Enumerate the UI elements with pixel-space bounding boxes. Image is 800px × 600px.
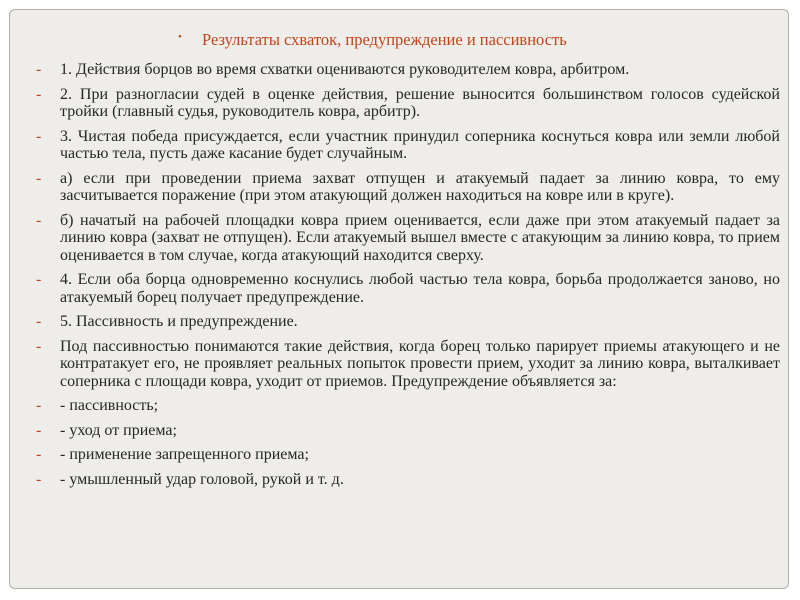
list-item-text: 2. При разногласии судей в оценке действия, решение выносится большинством голосов судейской тройки (главный судья, руководитель ковра, арбитр).	[60, 85, 780, 120]
slide-title	[178, 30, 567, 50]
slide-content	[36, 61, 780, 495]
slide-title-text: Результаты схваток, предупреждение и пассивность	[202, 30, 567, 49]
list-item	[36, 313, 780, 331]
list-item	[36, 271, 780, 306]
dash-bullet-icon: -	[36, 470, 42, 488]
dash-bullet-icon: -	[36, 127, 42, 145]
list-item	[36, 61, 780, 79]
list-item-text: 3. Чистая победа присуждается, если участник принудил соперника коснуться ковра или земли любой частью тела, пусть даже касание будет случайным.	[60, 127, 780, 162]
title-bullet-icon: •	[178, 31, 182, 43]
list-item	[36, 85, 780, 121]
list-item-text: 4. Если оба борца одновременно коснулись любой частью тела ковра, борьба продолжается заново, но атакуемый борец получает предупреждение.	[60, 271, 780, 306]
slide	[9, 9, 789, 589]
list-item	[36, 470, 780, 489]
list-item	[36, 421, 780, 440]
dash-bullet-icon: -	[36, 421, 42, 439]
list-item-text: - пассивность;	[60, 397, 159, 414]
list-item-text: 1. Действия борцов во время схватки оцениваются руководителем ковра, арбитром.	[60, 61, 630, 78]
list-item-text: 5. Пассивность и предупреждение.	[60, 313, 298, 330]
dash-bullet-icon: -	[36, 211, 42, 229]
list-item	[36, 211, 780, 265]
dash-bullet-icon: -	[36, 61, 42, 78]
dash-bullet-icon: -	[36, 337, 42, 355]
list-item-text: - применение запрещенного приема;	[60, 446, 309, 463]
dash-bullet-icon: -	[36, 397, 42, 414]
list-item	[36, 397, 780, 415]
list-item-text: б) начатый на рабочей площадки ковра прием оценивается, если даже при этом атакуемый падает за линию ковра (захват не отпущен). Если атакуемый вышел вместе с атакующим за линию ковра, то прием оценивается в том случае, когда атакующий находится сверху.	[60, 211, 780, 264]
list-item-text: - уход от приема;	[60, 421, 177, 439]
list-item	[36, 169, 780, 205]
list-item-text: Под пассивностью понимаются такие действия, когда борец только парирует приемы атакующего и не контратакует его, не проявляет реальных попыток провести прием, уходит за линию ковра, выталкивает соперника с площади ковра, уходит от приемов. Предупреждение объявляется за:	[60, 337, 780, 390]
dash-bullet-icon: -	[36, 271, 42, 288]
dash-bullet-icon: -	[36, 446, 42, 463]
list-item	[36, 446, 780, 464]
list-item-text: а) если при проведении приема захват отпущен и атакуемый падает за линию ковра, то ему засчитывается поражение (при этом атакующий должен находиться на ковре или в круге).	[60, 169, 780, 204]
dash-bullet-icon: -	[36, 85, 42, 103]
list-item-text: - умышленный удар головой, рукой и т. д.	[60, 470, 344, 488]
dash-bullet-icon: -	[36, 169, 42, 187]
dash-bullet-icon: -	[36, 313, 42, 330]
list-item	[36, 127, 780, 163]
list-item	[36, 337, 780, 391]
